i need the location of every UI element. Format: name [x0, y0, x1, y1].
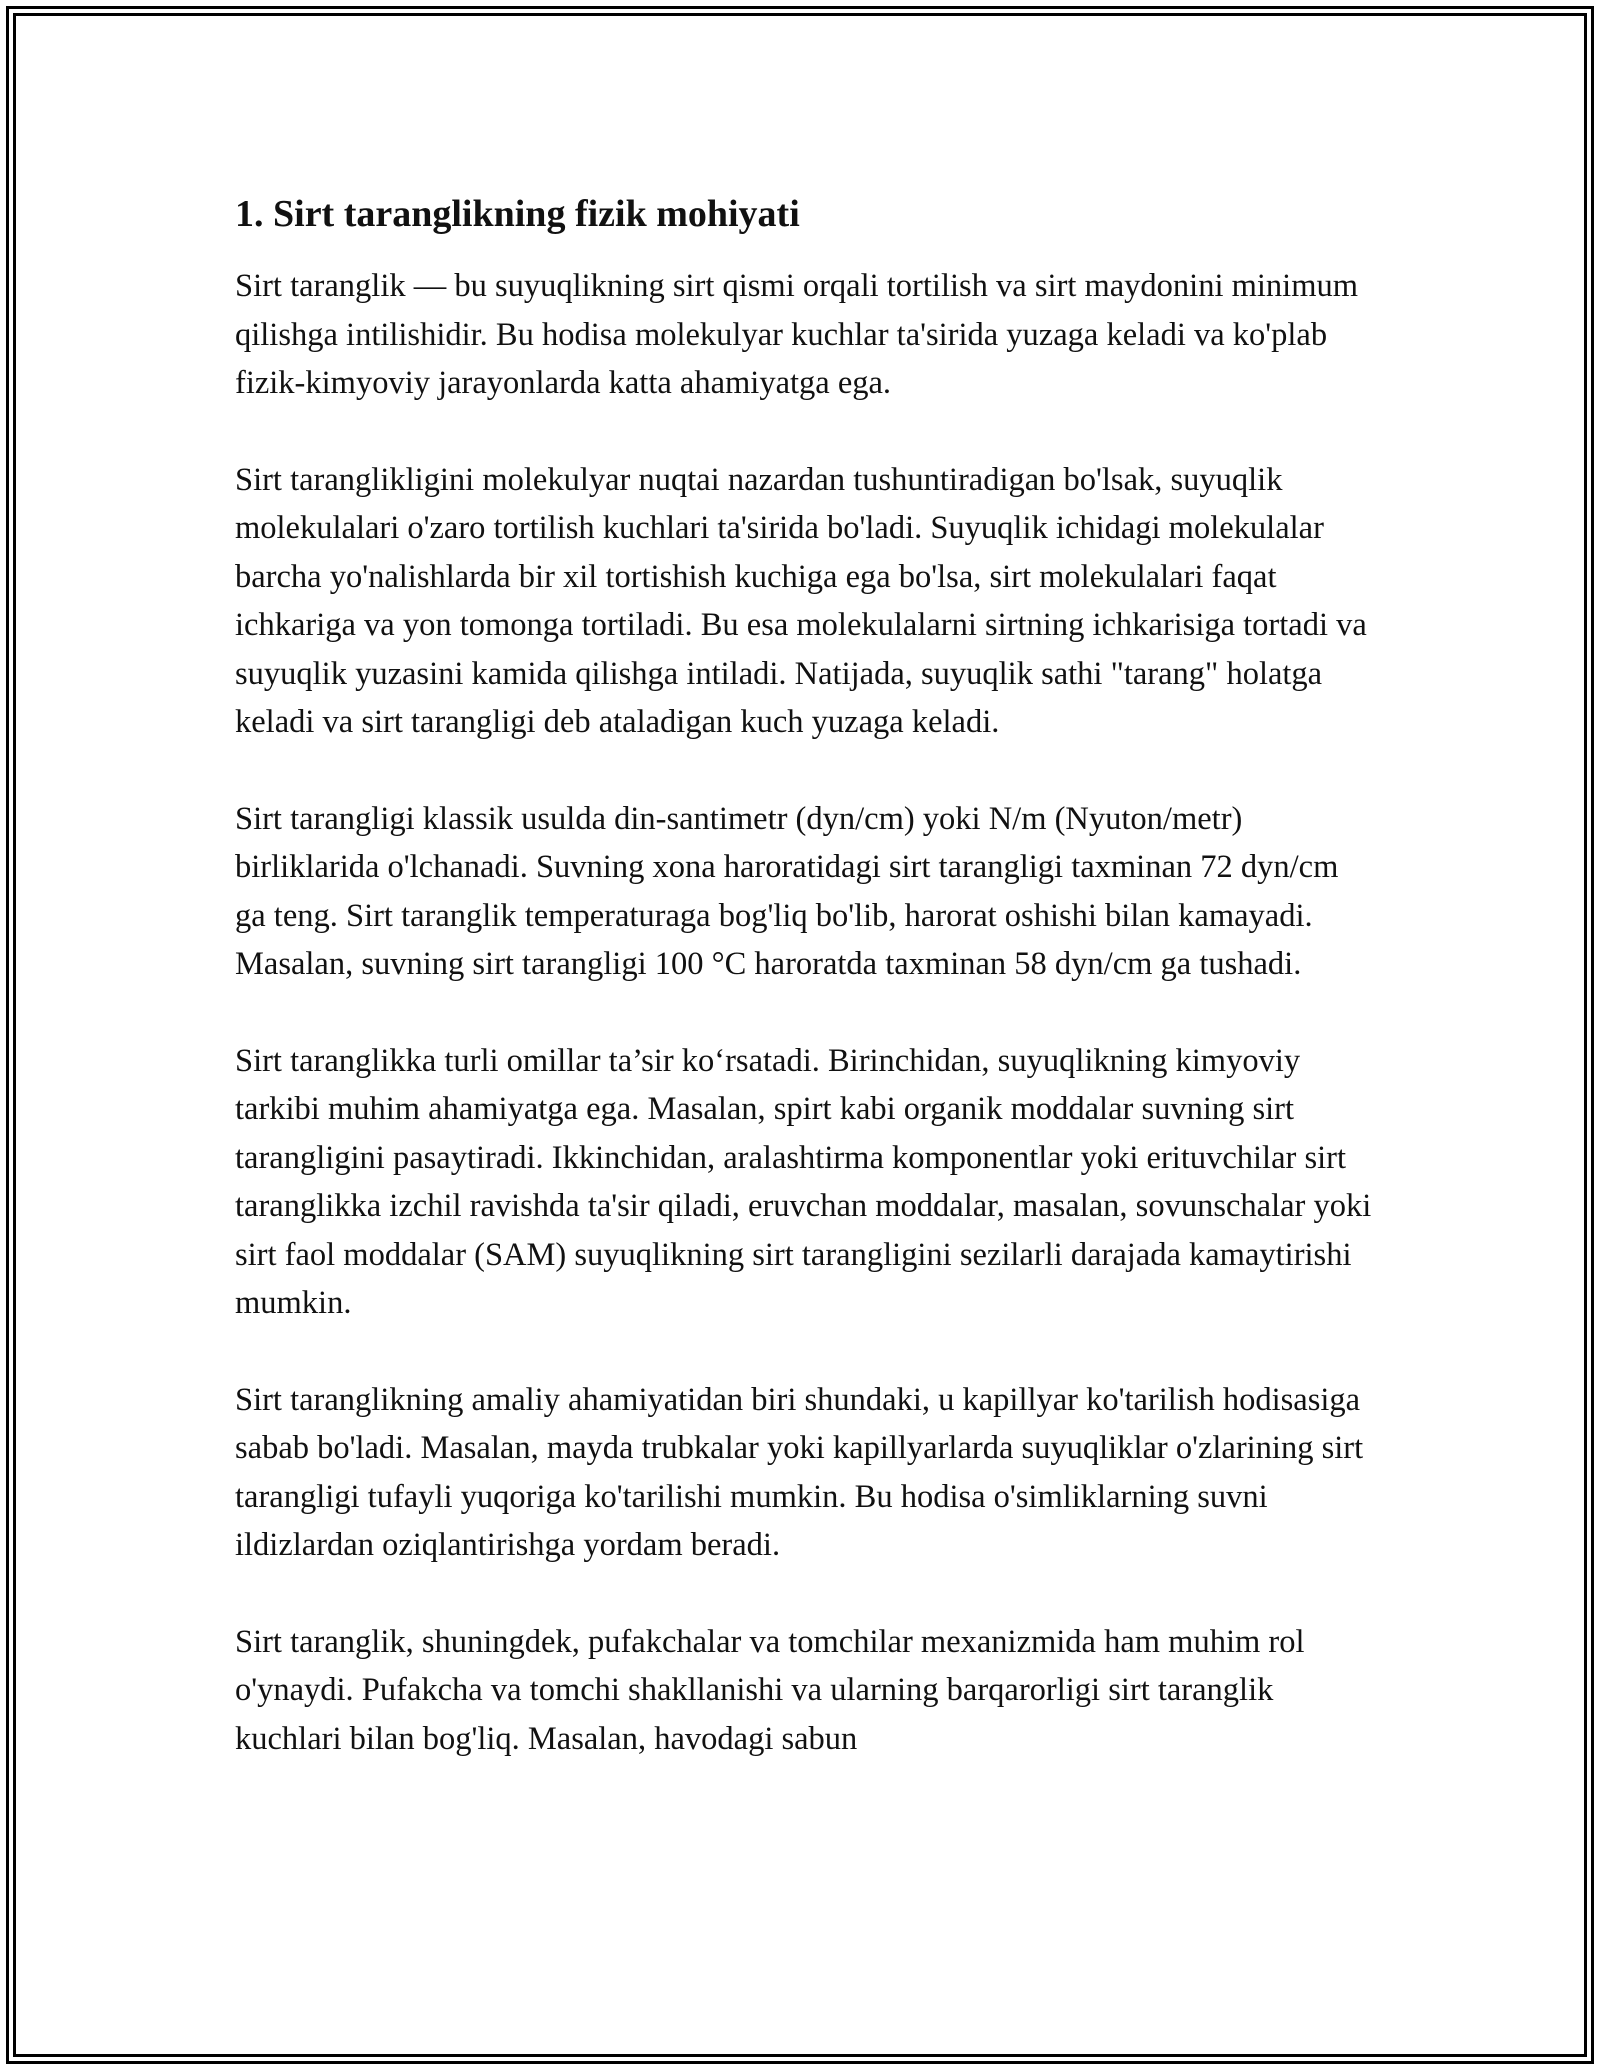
document-body	[235, 188, 1375, 1811]
paragraph-4: Sirt taranglikka turli omillar ta’sir ko‘rsatadi. Birinchidan, suyuqlikning kimyoviy tarkibi muhim ahamiyatga ega. Masalan, spirt kabi organik moddalar suvning sirt tarangligini pasaytiradi. Ikkinchidan, aralashtirma komponentlar yoki erituvchilar sirt taranglikka izchil ravishda ta'sir qiladi, eruvchan moddalar, masalan, sovunschalar yoki sirt faol moddalar (SAM) suyuqlikning sirt tarangligini sezilarli darajada kamaytirishi mumkin.	[235, 1042, 1372, 1321]
paragraph-6: Sirt taranglik, shuningdek, pufakchalar va tomchilar mexanizmida ham muhim rol o'ynaydi. Pufakcha va tomchi shakllanishi va ularning barqarorligi sirt taranglik kuchlari bilan bog'liq. Masalan, havodagi sabun	[235, 1623, 1305, 1757]
paragraph-3: Sirt tarangligi klassik usulda din-santimetr (dyn/cm) yoki N/m (Nyuton/metr) birliklarida o'lchanadi. Suvning xona haroratidagi sirt tarangligi taxminan 72 dyn/cm ga teng. Sirt taranglik temperaturaga bog'liq bo'lib, harorat oshishi bilan kamayadi. Masalan, suvning sirt tarangligi 100 °C haroratda taxminan 58 dyn/cm ga tushadi.	[235, 800, 1339, 982]
paragraph-1: Sirt taranglik — bu suyuqlikning sirt qismi orqali tortilish va sirt maydonini minimum qilishga intilishidir. Bu hodisa molekulyar kuchlar ta'sirida yuzaga keladi va ko'plab fizik-kimyoviy jarayonlarda katta ahamiyatga ega.	[235, 268, 1359, 401]
paragraph-5: Sirt taranglikning amaliy ahamiyatidan biri shundaki, u kapillyar ko'tarilish hodisasiga sabab bo'ladi. Masalan, mayda trubkalar yoki kapillyarlarda suyuqliklar o'zlarining sirt tarangligi tufayli yuqoriga ko'tarilishi mumkin. Bu hodisa o'simliklarning suvni ildizlardan oziqlantirishga yordam beradi.	[235, 1381, 1364, 1563]
paragraph-2: Sirt taranglikligini molekulyar nuqtai nazardan tushuntiradigan bo'lsak, suyuqlik molekulalari o'zaro tortilish kuchlari ta'sirida bo'ladi. Suyuqlik ichidagi molekulalar barcha yo'nalishlarda bir xil tortishish kuchiga ega bo'lsa, sirt molekulalari faqat ichkariga va yon tomonga tortiladi. Bu esa molekulalarni sirtning ichkarisiga tortadi va suyuqlik yuzasini kamida qilishga intiladi. Natijada, suyuqlik sathi "tarang" holatga keladi va sirt tarangligi deb ataladigan kuch yuzaga keladi.	[235, 461, 1367, 740]
section-heading: 1. Sirt taranglikning fizik mohiyati	[235, 193, 800, 235]
